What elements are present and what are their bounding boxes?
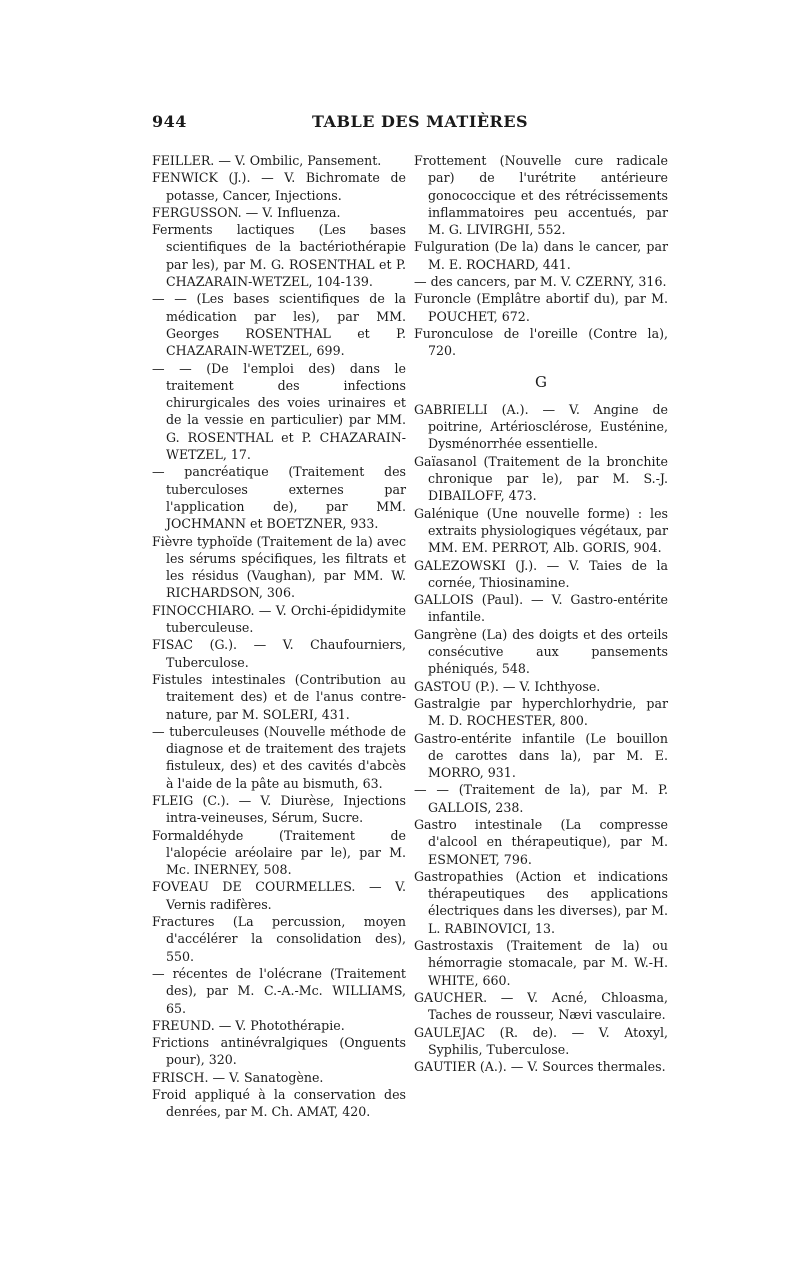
index-entry: FRISCH. — V. Sanatogène. — [152, 1069, 324, 1085]
index-entry: Fractures (La percussion, moyen d'accélérer la consolidation des), 550. — [152, 914, 406, 964]
right-column — [414, 152, 668, 1075]
index-entry: GAUCHER. — V. Acné, Chloasma, Taches de rousseur, Nævi vasculaire. — [414, 989, 668, 1023]
index-entry: Gastro-entérite infantile (Le bouillon de carottes dans la), par M. E. MORRO, 931. — [414, 730, 668, 781]
index-entry: Gastropathies (Action et indications thérapeutiques des applications électriques dans les diverses), par M. L. RABINOVICI, 13. — [414, 868, 668, 936]
index-entry: Furoncle (Emplâtre abortif du), par M. POUCHET, 672. — [414, 291, 668, 324]
index-entry: Gangrène (La) des doigts et des orteils consécutive aux pansements phéniqués, 548. — [414, 626, 668, 677]
index-entry: — — (Les bases scientifiques de la médication par les), par MM. Georges ROSENTHAL et P. CHAZARAIN-WETZEL, 699. — [152, 291, 406, 359]
index-entry: GABRIELLI (A.). — V. Angine de poitrine, Artériosclérose, Eusténine, Dysménorrhée essentielle. — [414, 401, 668, 452]
index-entry: Galénique (Une nouvelle forme) : les extraits physiologiques végétaux, par MM. EM. PERROT, Alb. GORIS, 904. — [414, 505, 668, 556]
index-entry: Ferments lactiques (Les bases scientifiques de la bactériothérapie par les), par M. G. ROSENTHAL et P. CHAZARAIN-WETZEL, 104-139. — [152, 222, 406, 290]
page-title: TABLE DES MATIÈRES — [312, 112, 529, 131]
index-entry: GALEZOWSKI (J.). — V. Taies de la cornée, Thiosinamine. — [414, 557, 668, 590]
index-entry: — — (De l'emploi des) dans le traitement des infections chirurgicales des voies urinaires et de la vessie en particulier) par MM. G. ROSENTHAL et P. CHAZARAIN-WETZEL, 17. — [152, 360, 406, 463]
index-entry: Fistules intestinales (Contribution au traitement des) et de l'anus contre-nature, par M. SOLERI, 431. — [152, 671, 406, 722]
index-entry: FINOCCHIARO. — V. Orchi-épididymite tuberculeuse. — [152, 602, 406, 636]
index-entry: Frottement (Nouvelle cure radicale par) de l'urétrite antérieure gonococcique et des rétrécissements inflammatoires peu accentués, par M. G. LIVIRGHI, 552. — [414, 153, 668, 238]
index-entry: Formaldéhyde (Traitement de l'alopécie aréolaire par le), par M. Mc. INERNEY, 508. — [152, 827, 406, 878]
index-entry: FOVEAU DE COURMELLES. — V. Vernis radifères. — [152, 879, 406, 912]
index-entry: Gastro intestinale (La compresse d'alcool en thérapeutique), par M. ESMONET, 796. — [414, 816, 668, 867]
index-entry: — récentes de l'olécrane (Traitement des), par M. C.-A.-Mc. WILLIAMS, 65. — [152, 965, 406, 1016]
index-entry: FISAC (G.). — V. Chaufourniers, Tuberculose. — [152, 637, 406, 670]
index-entry: Fulguration (De la) dans le cancer, par M. E. ROCHARD, 441. — [414, 239, 668, 272]
index-entry: FENWICK (J.). — V. Bichromate de potasse, Cancer, Injections. — [152, 170, 406, 203]
page-number: 944 — [152, 112, 187, 131]
index-entry: GAULEJAC (R. de). — V. Atoxyl, Syphilis, Tuberculose. — [414, 1024, 668, 1057]
index-entry: — — (Traitement de la), par M. P. GALLOIS, 238. — [414, 782, 668, 815]
page-header — [152, 112, 712, 136]
index-entry: — pancréatique (Traitement des tuberculoses externes par l'application de), par MM. JOCHMANN et BOETZNER, 933. — [152, 464, 406, 532]
index-entry: FLEIG (C.). — V. Diurèse, Injections intra-veineuses, Sérum, Sucre. — [152, 792, 406, 826]
index-entry: GALLOIS (Paul). — V. Gastro-entérite infantile. — [414, 592, 668, 625]
index-entry: FEILLER. — V. Ombilic, Pansement. — [152, 153, 382, 168]
left-column — [152, 152, 406, 1121]
index-entry: GASTOU (P.). — V. Ichthyose. — [414, 678, 601, 694]
index-entry: Fièvre typhoïde (Traitement de la) avec les sérums spécifiques, les filtrats et les résidus (Vaughan), par MM. W. RICHARDSON, 306. — [152, 533, 406, 601]
index-entry: FERGUSSON. — V. Influenza. — [152, 204, 341, 220]
index-entry: Froid appliqué à la conservation des denrées, par M. Ch. AMAT, 420. — [152, 1087, 406, 1120]
section-letter: G — [535, 372, 547, 391]
index-entry: Gastralgie par hyperchlorhydrie, par M. D. ROCHESTER, 800. — [414, 695, 668, 729]
index-entry: Frictions antinévralgiques (Onguents pour), 320. — [152, 1035, 406, 1068]
index-entry: Gastrostaxis (Traitement de la) ou hémorragie stomacale, par M. W.-H. WHITE, 660. — [414, 938, 668, 988]
index-entry: Gaïasanol (Traitement de la bronchite chronique par le), par M. S.-J. DIBAILOFF, 473. — [414, 453, 668, 504]
index-entry: FREUND. — V. Photothérapie. — [152, 1017, 345, 1033]
index-entry: — des cancers, par M. V. CZERNY, 316. — [414, 274, 667, 290]
index-entry: GAUTIER (A.). — V. Sources thermales. — [414, 1059, 666, 1075]
index-entry: Furonculose de l'oreille (Contre la), 720. — [414, 325, 668, 359]
index-entry: — tuberculeuses (Nouvelle méthode de diagnose et de traitement des trajets fistuleux, des) et des cavités d'abcès à l'aide de la pâte au bismuth, 63. — [152, 723, 406, 791]
